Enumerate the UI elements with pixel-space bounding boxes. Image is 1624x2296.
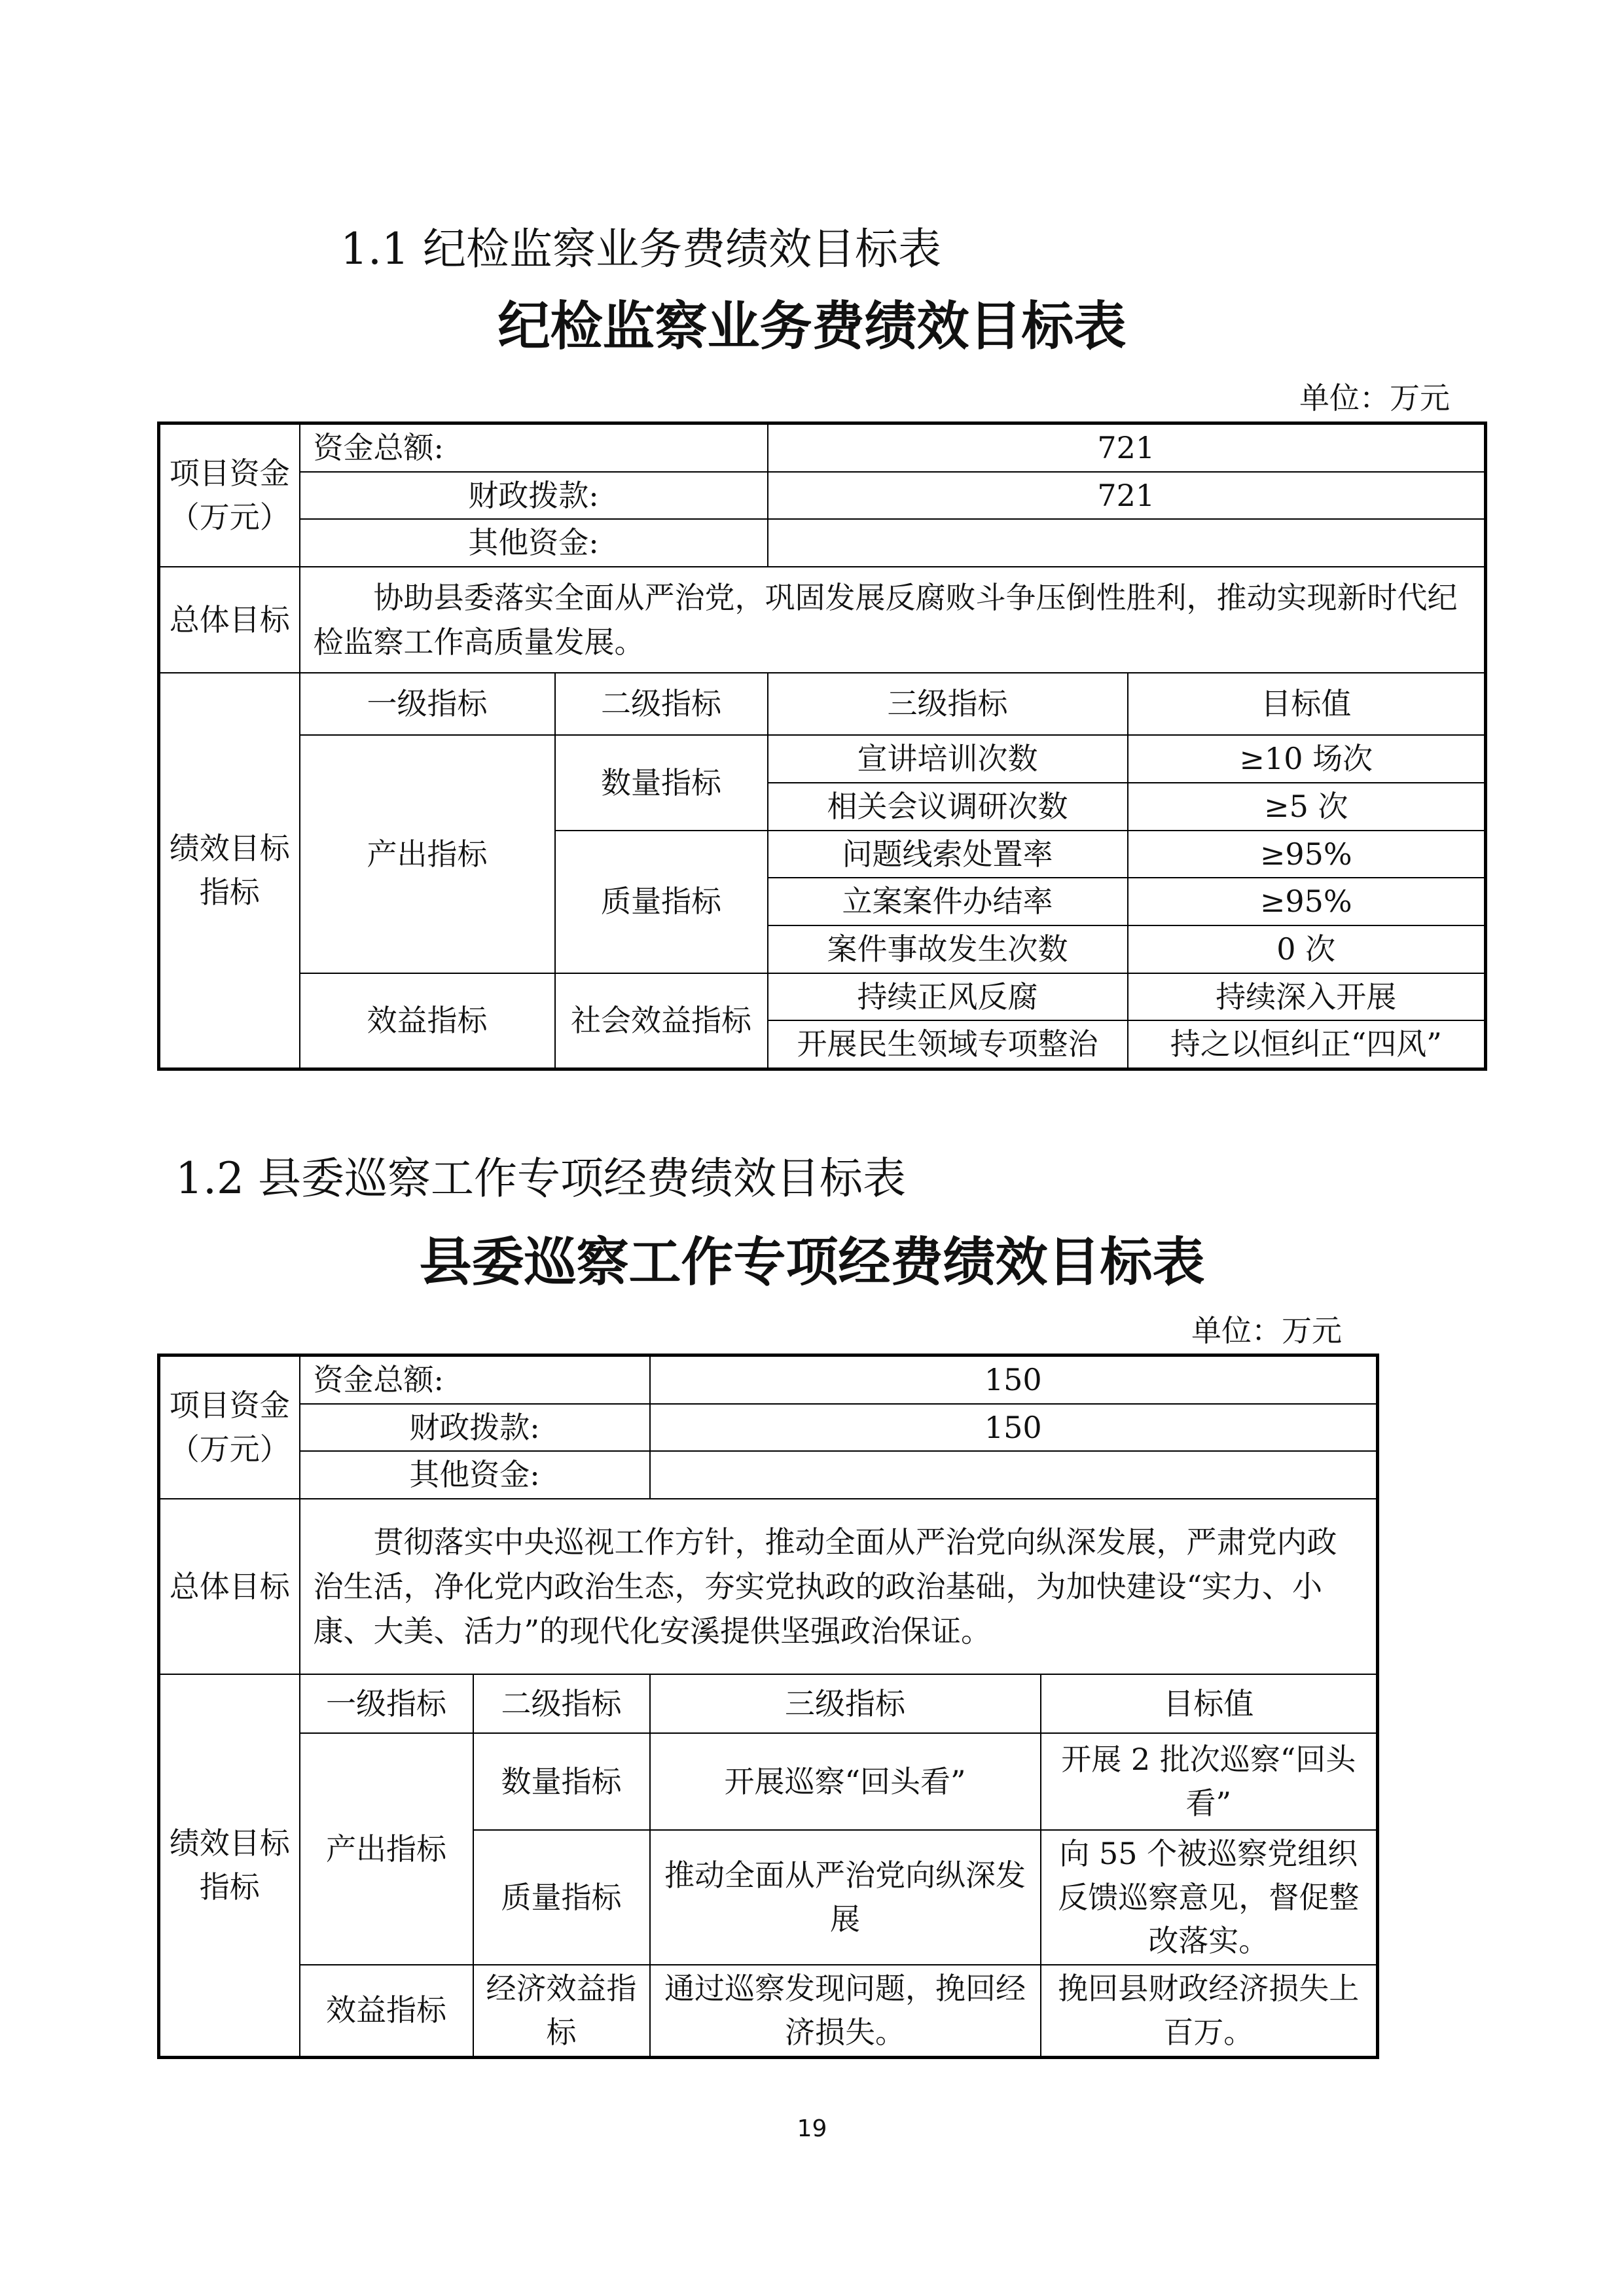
goal-text: 协助县委落实全面从严治党，巩固发展反腐败斗争压倒性胜利，推动实现新时代纪检监察工作高质量发展。: [300, 567, 1486, 673]
perf-label: 绩效目标指标: [159, 1674, 300, 2057]
perf-label: 绩效目标指标: [159, 673, 300, 1069]
target-cell: 持之以恒纠正“四风”: [1128, 1020, 1486, 1069]
fiscal-funds-value: 721: [768, 472, 1486, 520]
benefit-indicator-label: 效益指标: [300, 973, 555, 1069]
economic-benefit-label: 经济效益指标: [473, 1965, 650, 2057]
total-funds-value: 721: [768, 423, 1486, 472]
indicator-cell: 案件事故发生次数: [768, 925, 1128, 973]
indicator-cell: 开展民生领域专项整治: [768, 1020, 1128, 1069]
target-cell: ≥95%: [1128, 831, 1486, 878]
indicator-cell: 立案案件办结率: [768, 878, 1128, 925]
indicator-cell: 开展巡察“回头看”: [650, 1733, 1041, 1830]
indicator-cell: 推动全面从严治党向纵深发展: [650, 1830, 1041, 1965]
header-target: 目标值: [1041, 1674, 1378, 1733]
fiscal-funds-value: 150: [650, 1404, 1378, 1452]
header-level1: 一级指标: [300, 1674, 473, 1733]
total-funds-value: 150: [650, 1355, 1378, 1404]
section1-heading: 1.1 纪检监察业务费绩效目标表: [340, 224, 941, 274]
benefit-indicator-label: 效益指标: [300, 1965, 473, 2057]
other-funds-label: 其他资金:: [300, 519, 768, 567]
section1-title: 纪检监察业务费绩效目标表: [497, 295, 1127, 357]
indicator-cell: 通过巡察发现问题，挽回经济损失。: [650, 1965, 1041, 2057]
other-funds-value: [768, 519, 1486, 567]
quality-indicator-label: 质量指标: [555, 831, 768, 973]
section2-unit: 单位：万元: [1191, 1313, 1342, 1348]
target-cell: 向 55 个被巡察党组织反馈巡察意见，督促整改落实。: [1041, 1830, 1378, 1965]
social-benefit-label: 社会效益指标: [555, 973, 768, 1069]
fiscal-funds-label: 财政拨款:: [300, 472, 768, 520]
section2-title: 县委巡察工作专项经费绩效目标表: [419, 1231, 1205, 1293]
target-cell: 挽回县财政经济损失上百万。: [1041, 1965, 1378, 2057]
target-cell: 开展 2 批次巡察“回头看”: [1041, 1733, 1378, 1830]
header-level2: 二级指标: [555, 673, 768, 735]
section2-performance-table: [157, 1354, 1379, 2059]
target-cell: ≥10 场次: [1128, 735, 1486, 783]
total-funds-label: 资金总额:: [300, 1355, 650, 1404]
header-level3: 三级指标: [650, 1674, 1041, 1733]
quality-indicator-label: 质量指标: [473, 1830, 650, 1965]
target-cell: ≥5 次: [1128, 783, 1486, 831]
other-funds-label: 其他资金:: [300, 1451, 650, 1499]
target-cell: 0 次: [1128, 925, 1486, 973]
other-funds-value: [650, 1451, 1378, 1499]
output-indicator-label: 产出指标: [300, 735, 555, 973]
goal-label: 总体目标: [159, 567, 300, 673]
header-level2: 二级指标: [473, 1674, 650, 1733]
indicator-cell: 持续正风反腐: [768, 973, 1128, 1021]
header-level1: 一级指标: [300, 673, 555, 735]
header-target: 目标值: [1128, 673, 1486, 735]
quantity-indicator-label: 数量指标: [473, 1733, 650, 1830]
output-indicator-label: 产出指标: [300, 1733, 473, 1965]
indicator-cell: 相关会议调研次数: [768, 783, 1128, 831]
section1-unit: 单位：万元: [1299, 380, 1450, 416]
funds-label: 项目资金（万元）: [159, 423, 300, 567]
quantity-indicator-label: 数量指标: [555, 735, 768, 830]
section1-performance-table: [157, 422, 1487, 1071]
section2-heading: 1.2 县委巡察工作专项经费绩效目标表: [175, 1153, 906, 1204]
indicator-cell: 宣讲培训次数: [768, 735, 1128, 783]
goal-label: 总体目标: [159, 1499, 300, 1674]
target-cell: ≥95%: [1128, 878, 1486, 925]
goal-text: 贯彻落实中央巡视工作方针，推动全面从严治党向纵深发展，严肃党内政治生活，净化党内政治生态，夯实党执政的政治基础，为加快建设“实力、小康、大美、活力”的现代化安溪提供坚强政治保证。: [300, 1499, 1378, 1674]
page-number: 19: [797, 2115, 827, 2142]
funds-label: 项目资金（万元）: [159, 1355, 300, 1499]
target-cell: 持续深入开展: [1128, 973, 1486, 1021]
header-level3: 三级指标: [768, 673, 1128, 735]
indicator-cell: 问题线索处置率: [768, 831, 1128, 878]
total-funds-label: 资金总额:: [300, 423, 768, 472]
fiscal-funds-label: 财政拨款:: [300, 1404, 650, 1452]
